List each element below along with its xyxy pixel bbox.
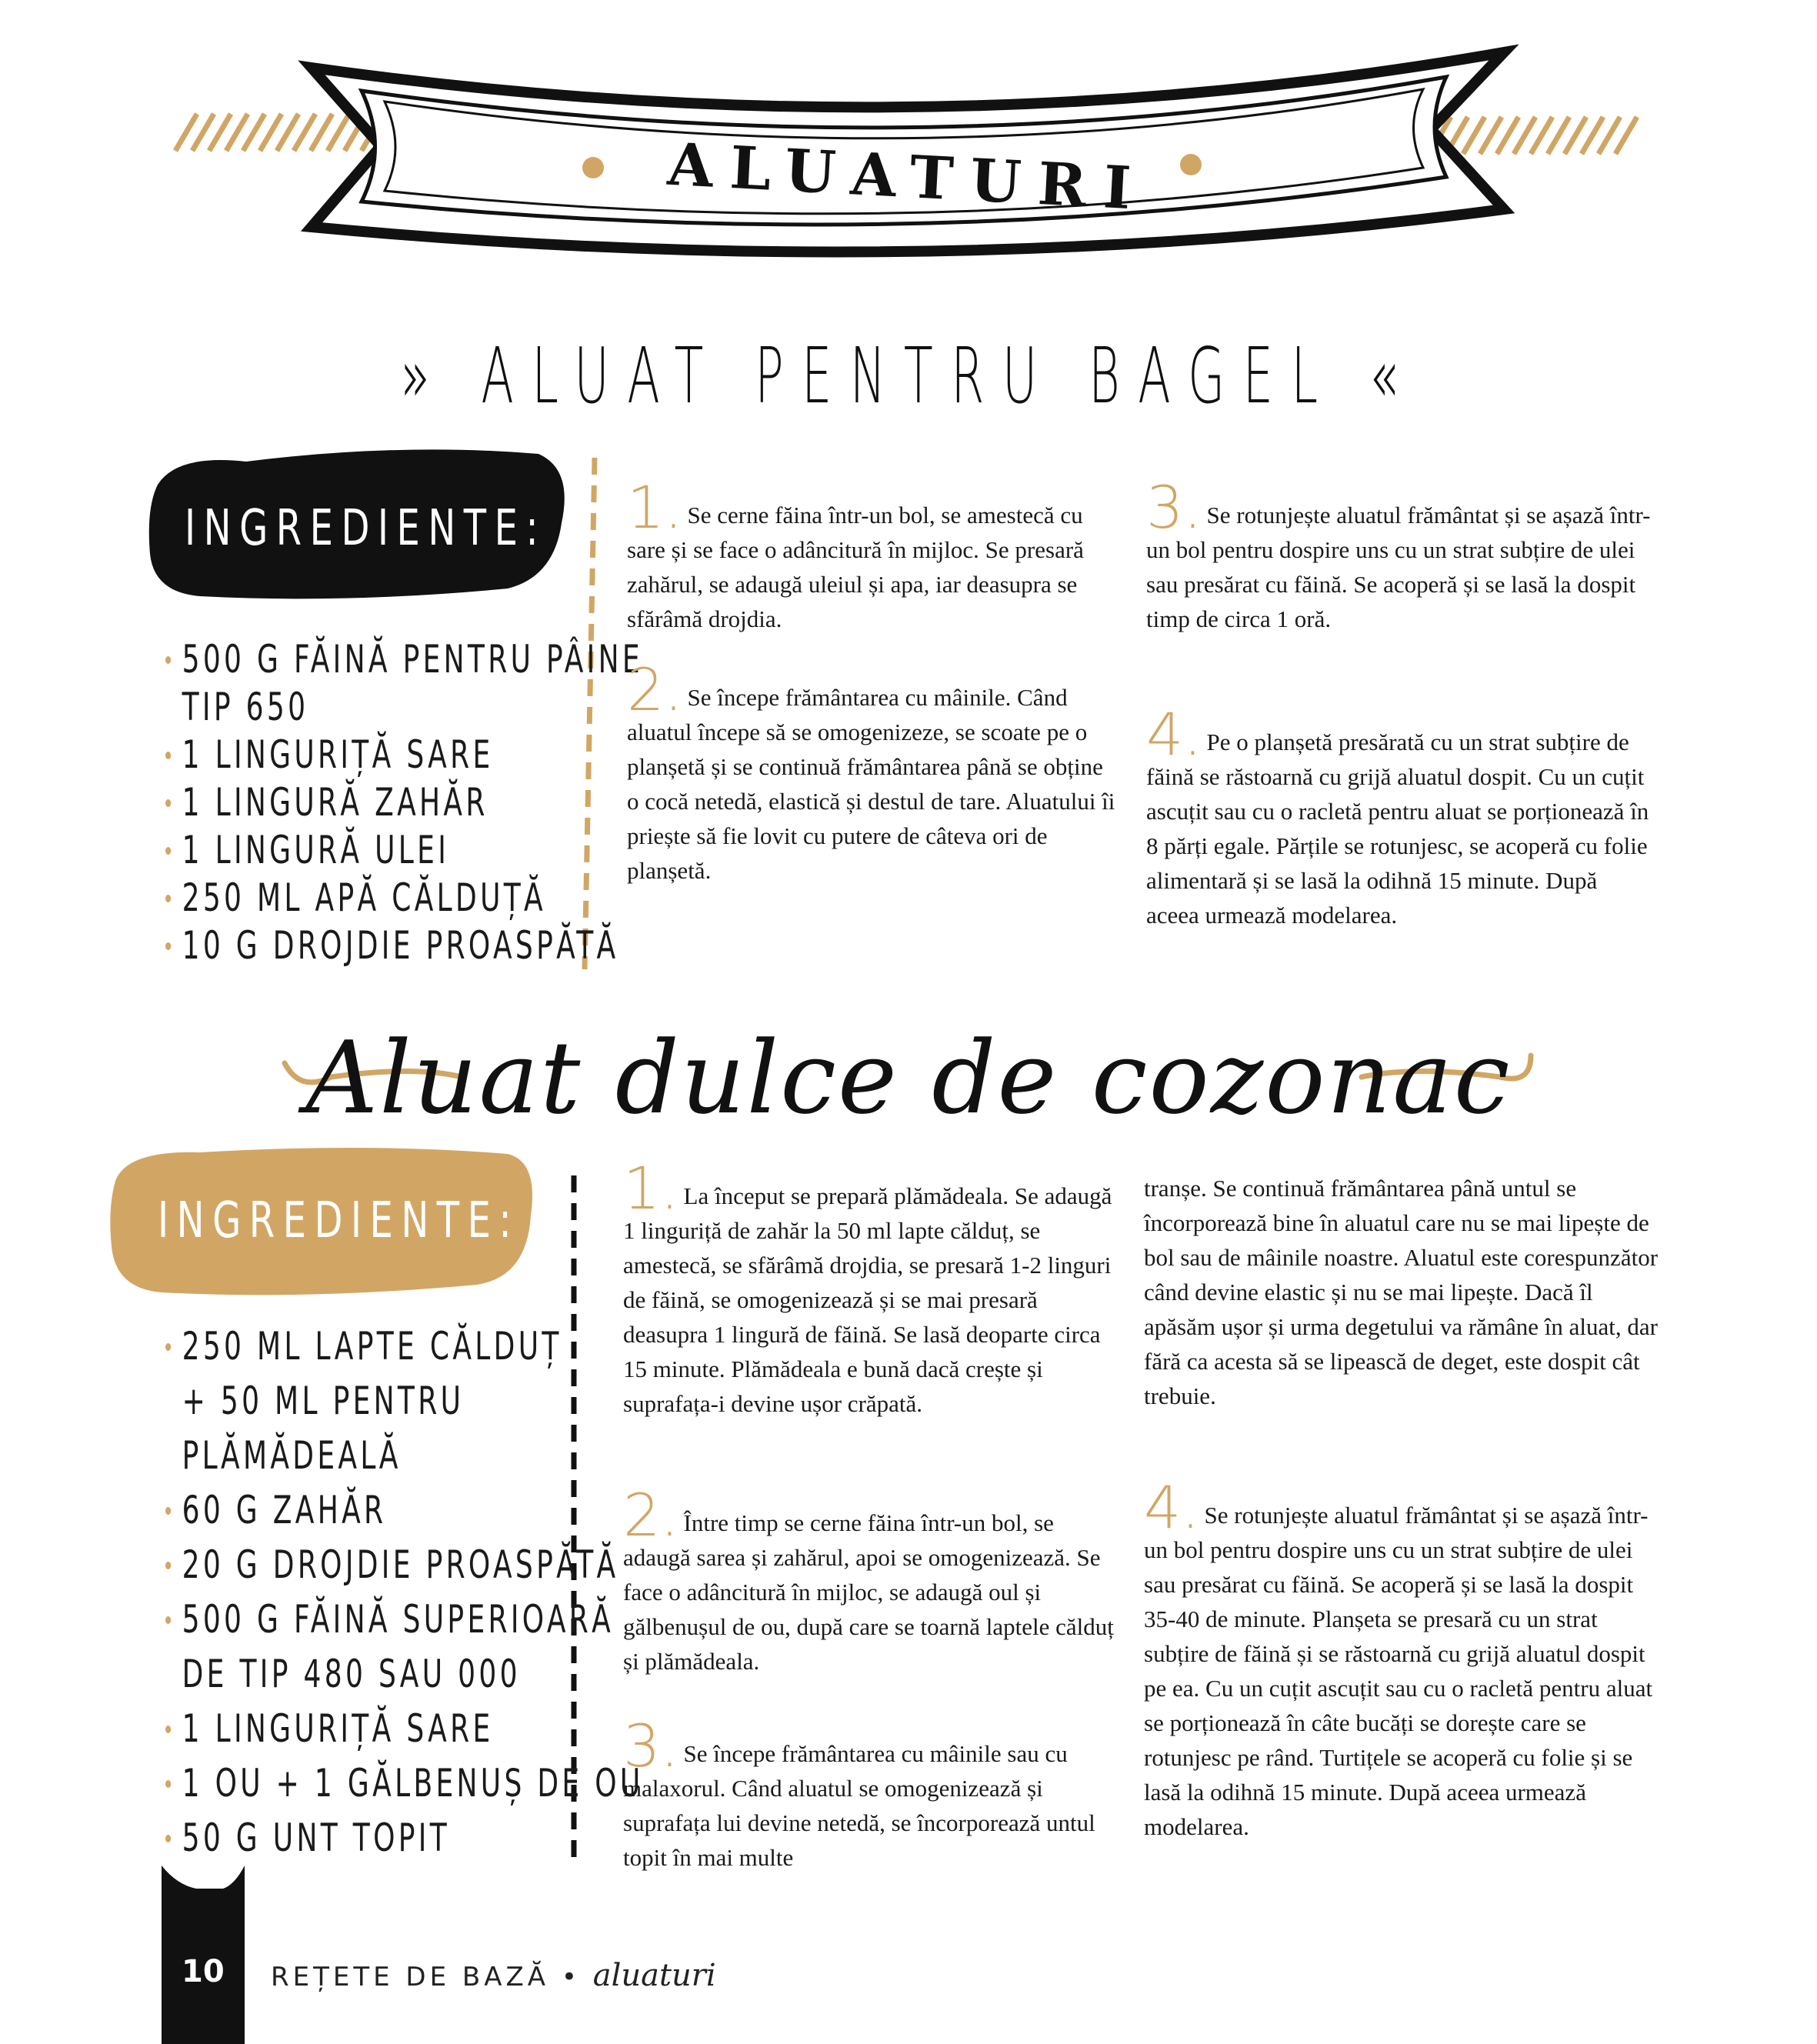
ingredient-item: 1 LINGURĂ ZAHĂR [165, 779, 643, 826]
recipe2-step-1 [623, 1154, 1115, 1421]
step-number: 3. [623, 1712, 679, 1780]
bullet-dot [165, 799, 171, 807]
recipe1-step-3 [1146, 473, 1654, 636]
step-text: tranșe. Se continuă frământarea până untul se încorporează bine în aluatul care nu se mai lipește de bol sau de mâinile noastre. Aluatul este corespunzător când devine elastic și nu se mai lipește. Dacă îl apăsăm ușor și urma degetului va rămâne în aluat, dar fără ca acesta să se lipească de deget, este dospit cât trebuie. [1144, 1175, 1659, 1409]
page-number: 10 [182, 1954, 225, 1989]
recipe1-ingredients-list [165, 635, 643, 969]
bullet-dot [165, 847, 171, 855]
ingredient-item-continuation: PLĂMĂDEALĂ [182, 1433, 402, 1478]
bullet-dot [165, 942, 171, 950]
bullet-dot [165, 1562, 171, 1569]
ingredient-item: 1 OU + 1 GĂLBENUȘ DE OU [165, 1756, 644, 1811]
step-number: 2. [627, 655, 683, 724]
ingredient-item: 60 G ZAHĂR [165, 1483, 644, 1538]
bullet-dot [165, 895, 171, 902]
bullet-dot [165, 752, 171, 759]
recipe2-step-2 [623, 1481, 1115, 1679]
bullet-dot [165, 1835, 171, 1842]
ingredient-item: 50 G UNT TOPIT [165, 1811, 644, 1866]
recipe2-ingredients-list [165, 1319, 644, 1866]
recipe1-step-2 [627, 655, 1119, 888]
recipe1-step-1 [627, 473, 1119, 636]
ingredient-item: 250 ML LAPTE CĂLDUȚ [165, 1319, 644, 1374]
ingredient-item: 1 LINGURĂ ULEI [165, 826, 643, 874]
step-text: La început se prepară plămădeala. Se adaugă 1 linguriță de zahăr la 50 ml lapte călduț, se amestecă, se sfărâmă drojdia, se presară 1-2 linguri de făină, se omogenizează și se mai presară deasupra 1 lingură de făină. Se lasă deoparte circa 15 minute. Plămădeala e bună dacă crește și suprafața-i devine ușor crăpată. [623, 1182, 1112, 1417]
ingredient-item-continuation: + 50 ML PENTRU [182, 1379, 465, 1423]
recipe1-title: » ALUAT PENTRU BAGEL « [400, 331, 1417, 421]
step-text: Se începe frământarea cu mâinile. Când aluatul începe să se omogenizeze, se scoate pe o planșetă și se continuă frământarea până se obține o cocă netedă, elastică și destul de tare. Aluatului îi priește să fie lovit cu putere de câteva ori de planșetă. [627, 684, 1115, 884]
step-text: Se începe frământarea cu mâinile sau cu malaxorul. Când aluatul se omogenizează și suprafața lui devine netedă, se încorporează untul topit în mai multe [623, 1740, 1095, 1871]
footer-section: REȚETE DE BAZĂ [271, 1962, 550, 1992]
step-number: 4. [1144, 1473, 1200, 1542]
footer-separator: • [561, 1962, 581, 1992]
bullet-dot [165, 656, 171, 664]
step-number: 3. [1146, 473, 1202, 542]
hatch-right [1429, 117, 1637, 154]
recipe1-ingredients-heading: INGREDIENTE: [185, 500, 547, 557]
step-number: 4. [1146, 700, 1202, 769]
step-text: Între timp se cerne făina într-un bol, se adaugă sarea și zahărul, apoi se omogenizează. Se face o adâncitură în mijloc, se adaugă oul și gălbenușul de ou, după care se toarnă laptele călduț și plămădeala. [623, 1509, 1114, 1675]
step-text: Se rotunjește aluatul frământat și se așază într-un bol pentru dospire uns cu un strat subțire de ulei sau presărat cu făină. Se acoperă și se lasă la dospit 35-40 de minute. Planșeta se presară cu un strat subțire de făină și se răstoarnă cu grijă aluatul dospit pe ea. Cu un cuțit ascuțit sau cu o racletă pentru aluat se porționează în câte bucăți se dorește care se rotunjesc pe rând. Turtițele se acoperă cu folie și se lasă la odihnă 15 minute. După aceea urmează modelarea. [1144, 1502, 1653, 1840]
recipe2-step-3-continued [1144, 1171, 1667, 1413]
ingredient-item: 250 ML APĂ CĂLDUȚĂ [165, 874, 643, 922]
bullet-dot [165, 1616, 171, 1624]
step-text: Pe o planșetă presărată cu un strat subțire de făină se răstoarnă cu grijă aluatul dospit. Cu un cuțit ascuțit sau cu o racletă pentru aluat se porționează în 8 părți egale. Părțile se rotunjesc, se acoperă cu folie alimentară și se lasă la odihnă 15 minute. După aceea urmează modelarea. [1146, 729, 1649, 929]
recipe1-step-4 [1146, 700, 1654, 932]
recipe2-title: Aluat dulce de cozonac [305, 1019, 1512, 1136]
ingredient-item: 10 G DROJDIE PROASPĂTĂ [165, 922, 643, 969]
bullet-dot [165, 1780, 171, 1788]
footer-running-head [271, 1958, 716, 1993]
ingredient-item: 20 G DROJDIE PROASPĂTĂ [165, 1538, 644, 1592]
bullet-dot [165, 1726, 171, 1733]
recipe2-step-3 [623, 1712, 1115, 1875]
recipe2-step-4 [1144, 1473, 1667, 1844]
bullet-dot [165, 1507, 171, 1515]
ingredient-item: 1 LINGURIȚĂ SARE [165, 1702, 644, 1756]
step-number: 2. [623, 1481, 679, 1549]
step-text: Se rotunjește aluatul frământat și se așază într-un bol pentru dospire uns cu un strat subțire de ulei sau presărat cu făină. Se acoperă și se lasă la dospit timp de circa 1 oră. [1146, 502, 1651, 632]
ingredient-item-continuation: DE TIP 480 SAU 000 [182, 1652, 521, 1696]
footer-subsection: aluaturi [592, 1958, 716, 1993]
ingredient-item: 500 G FĂINĂ PENTRU PÂINE [165, 635, 643, 683]
banner-title: ALUATURI [665, 129, 1150, 224]
step-number: 1. [623, 1154, 679, 1222]
step-number: 1. [627, 473, 683, 542]
bullet-dot [165, 1343, 171, 1351]
recipe2-ingredients-heading: INGREDIENTE: [158, 1192, 520, 1249]
step-text: Se cerne făina într-un bol, se amestecă cu sare și se face o adâncitură în mijloc. Se presară zahărul, se adaugă uleiul și apa, iar deasupra se sfărâmă drojdia. [627, 502, 1084, 632]
ingredient-item-continuation: TIP 650 [182, 685, 309, 729]
ingredient-item: 500 G FĂINĂ SUPERIOARĂ [165, 1592, 644, 1647]
ingredient-item: 1 LINGURIȚĂ SARE [165, 731, 643, 779]
